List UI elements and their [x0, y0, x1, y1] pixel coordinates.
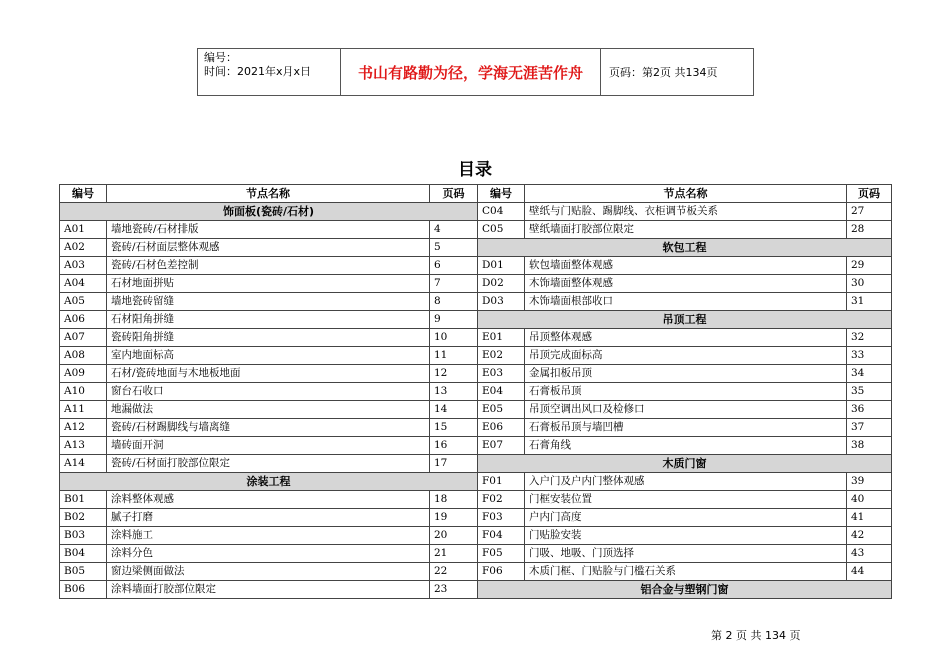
entry-page: 11 [430, 347, 478, 365]
document-header [197, 48, 754, 96]
entry-page: 7 [430, 275, 478, 293]
entry-name: 石材阳角拼缝 [107, 311, 430, 329]
entry-page: 12 [430, 365, 478, 383]
entry-name: 瓷砖阳角拼缝 [107, 329, 430, 347]
entry-page: 9 [430, 311, 478, 329]
entry-code: A07 [60, 329, 107, 347]
entry-name: 门框安装位置 [525, 491, 847, 509]
toc-table [59, 184, 892, 599]
entry-name: 门吸、地吸、门顶选择 [525, 545, 847, 563]
entry-code: F03 [478, 509, 525, 527]
table-row [60, 221, 892, 239]
entry-page: 42 [847, 527, 892, 545]
toc-body [60, 203, 892, 599]
table-row [60, 581, 892, 599]
entry-code: E02 [478, 347, 525, 365]
section-heading: 铝合金与塑钢门窗 [478, 581, 892, 599]
page-title: 目录 [458, 160, 492, 180]
entry-code: A09 [60, 365, 107, 383]
entry-code: A05 [60, 293, 107, 311]
entry-page: 17 [430, 455, 478, 473]
entry-page: 36 [847, 401, 892, 419]
time-label: 时间：2021年x月x日 [204, 65, 312, 78]
entry-code: F05 [478, 545, 525, 563]
table-row [60, 329, 892, 347]
entry-code: D02 [478, 275, 525, 293]
table-row [60, 383, 892, 401]
table-row [60, 563, 892, 581]
entry-name: 木质门框、门贴脸与门槛石关系 [525, 563, 847, 581]
table-row [60, 293, 892, 311]
entry-page: 41 [847, 509, 892, 527]
entry-code: F01 [478, 473, 525, 491]
entry-name: 腻子打磨 [107, 509, 430, 527]
col-name-left: 节点名称 [107, 185, 430, 203]
entry-code: A11 [60, 401, 107, 419]
entry-name: 石膏角线 [525, 437, 847, 455]
entry-page: 19 [430, 509, 478, 527]
table-row [60, 401, 892, 419]
table-row [60, 545, 892, 563]
entry-code: E07 [478, 437, 525, 455]
table-row [60, 203, 892, 221]
entry-name: 涂料墙面打胶部位限定 [107, 581, 430, 599]
entry-code: C05 [478, 221, 525, 239]
entry-page: 22 [430, 563, 478, 581]
entry-code: A01 [60, 221, 107, 239]
section-heading: 吊顶工程 [478, 311, 892, 329]
entry-page: 21 [430, 545, 478, 563]
entry-name: 壁纸墙面打胶部位限定 [525, 221, 847, 239]
entry-code: A10 [60, 383, 107, 401]
entry-name: 室内地面标高 [107, 347, 430, 365]
entry-code: A03 [60, 257, 107, 275]
entry-code: B02 [60, 509, 107, 527]
entry-name: 软包墙面整体观感 [525, 257, 847, 275]
entry-name: 吊顶完成面标高 [525, 347, 847, 365]
entry-name: 木饰墙面整体观感 [525, 275, 847, 293]
entry-code: B04 [60, 545, 107, 563]
entry-page: 5 [430, 239, 478, 257]
section-heading: 涂装工程 [60, 473, 478, 491]
entry-name: 木饰墙面根部收口 [525, 293, 847, 311]
col-code-left: 编号 [60, 185, 107, 203]
entry-page: 30 [847, 275, 892, 293]
entry-name: 涂料施工 [107, 527, 430, 545]
number-label: 编号： [204, 51, 237, 64]
entry-code: F04 [478, 527, 525, 545]
entry-page: 28 [847, 221, 892, 239]
entry-page: 44 [847, 563, 892, 581]
entry-name: 石膏板吊顶与墙凹槽 [525, 419, 847, 437]
entry-page: 33 [847, 347, 892, 365]
entry-page: 18 [430, 491, 478, 509]
entry-page: 16 [430, 437, 478, 455]
entry-name: 瓷砖/石材面层整体观感 [107, 239, 430, 257]
entry-name: 石材/瓷砖地面与木地板地面 [107, 365, 430, 383]
section-heading: 木质门窗 [478, 455, 892, 473]
entry-name: 墙地瓷砖留缝 [107, 293, 430, 311]
entry-name: 入户门及户内门整体观感 [525, 473, 847, 491]
table-row [60, 491, 892, 509]
entry-name: 墙砖面开洞 [107, 437, 430, 455]
entry-page: 35 [847, 383, 892, 401]
entry-code: A13 [60, 437, 107, 455]
entry-code: E04 [478, 383, 525, 401]
section-heading: 饰面板(瓷砖/石材) [60, 203, 478, 221]
entry-page: 43 [847, 545, 892, 563]
entry-code: E05 [478, 401, 525, 419]
entry-code: E03 [478, 365, 525, 383]
entry-name: 石膏板吊顶 [525, 383, 847, 401]
entry-name: 涂料分色 [107, 545, 430, 563]
entry-code: B01 [60, 491, 107, 509]
entry-page: 27 [847, 203, 892, 221]
header-page-label: 页码：第2页 共134页 [609, 66, 718, 79]
entry-name: 墙地瓷砖/石材排版 [107, 221, 430, 239]
entry-code: B03 [60, 527, 107, 545]
col-page-right: 页码 [847, 185, 892, 203]
entry-page: 8 [430, 293, 478, 311]
toc-header-row [60, 185, 892, 203]
entry-name: 金属扣板吊顶 [525, 365, 847, 383]
entry-name: 地漏做法 [107, 401, 430, 419]
entry-page: 29 [847, 257, 892, 275]
entry-page: 32 [847, 329, 892, 347]
entry-code: F02 [478, 491, 525, 509]
entry-code: E06 [478, 419, 525, 437]
table-row [60, 275, 892, 293]
entry-page: 23 [430, 581, 478, 599]
entry-name: 窗边梁侧面做法 [107, 563, 430, 581]
entry-code: A06 [60, 311, 107, 329]
entry-page: 15 [430, 419, 478, 437]
entry-page: 31 [847, 293, 892, 311]
entry-name: 瓷砖/石材踢脚线与墙离缝 [107, 419, 430, 437]
entry-name: 瓷砖/石材色差控制 [107, 257, 430, 275]
entry-code: F06 [478, 563, 525, 581]
entry-name: 涂料整体观感 [107, 491, 430, 509]
section-heading: 软包工程 [478, 239, 892, 257]
entry-page: 40 [847, 491, 892, 509]
entry-name: 门贴脸安装 [525, 527, 847, 545]
table-row [60, 347, 892, 365]
entry-name: 壁纸与门贴脸、踢脚线、衣柜调节板关系 [525, 203, 847, 221]
entry-page: 38 [847, 437, 892, 455]
entry-page: 13 [430, 383, 478, 401]
entry-code: A12 [60, 419, 107, 437]
entry-page: 20 [430, 527, 478, 545]
table-row [60, 419, 892, 437]
header-meta [198, 49, 341, 95]
entry-page: 6 [430, 257, 478, 275]
entry-code: B06 [60, 581, 107, 599]
col-page-left: 页码 [430, 185, 478, 203]
entry-code: A08 [60, 347, 107, 365]
entry-code: D01 [478, 257, 525, 275]
table-row [60, 311, 892, 329]
entry-code: A02 [60, 239, 107, 257]
entry-name: 窗台石收口 [107, 383, 430, 401]
table-row [60, 455, 892, 473]
entry-name: 瓷砖/石材面打胶部位限定 [107, 455, 430, 473]
entry-page: 34 [847, 365, 892, 383]
table-row [60, 437, 892, 455]
entry-code: B05 [60, 563, 107, 581]
entry-page: 10 [430, 329, 478, 347]
entry-code: E01 [478, 329, 525, 347]
entry-code: C04 [478, 203, 525, 221]
col-name-right: 节点名称 [525, 185, 847, 203]
entry-page: 39 [847, 473, 892, 491]
entry-page: 4 [430, 221, 478, 239]
entry-name: 石材地面拼贴 [107, 275, 430, 293]
table-row [60, 239, 892, 257]
entry-name: 户内门高度 [525, 509, 847, 527]
entry-page: 14 [430, 401, 478, 419]
header-motto: 书山有路勤为径，学海无涯苦作舟 [341, 49, 601, 95]
table-row [60, 509, 892, 527]
entry-code: A14 [60, 455, 107, 473]
entry-name: 吊顶空调出风口及检修口 [525, 401, 847, 419]
col-code-right: 编号 [478, 185, 525, 203]
entry-code: D03 [478, 293, 525, 311]
page-footer: 第 2 页 共 134 页 [711, 629, 801, 642]
entry-name: 吊顶整体观感 [525, 329, 847, 347]
entry-code: A04 [60, 275, 107, 293]
table-row [60, 473, 892, 491]
entry-page: 37 [847, 419, 892, 437]
table-row [60, 527, 892, 545]
table-row [60, 257, 892, 275]
table-row [60, 365, 892, 383]
